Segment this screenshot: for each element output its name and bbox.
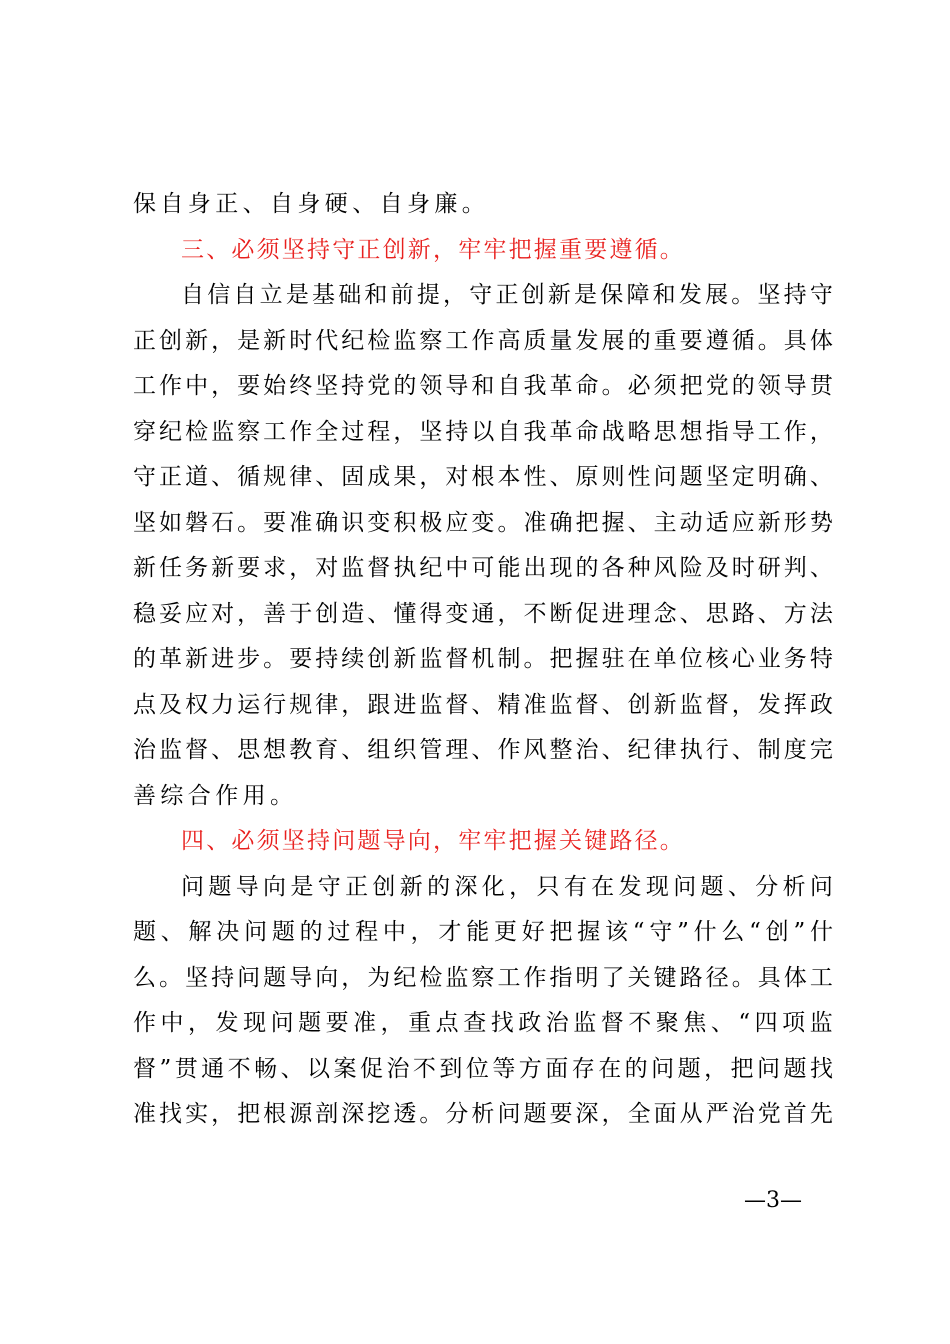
paragraph-line: 么 。 坚 持 问 题 导 向 ， 为 纪 检 监 察 工 作 指 明 了 关 键 路 径 。 具 体 工 (133, 964, 833, 991)
paragraph-line: 新 任 务 新 要 求 ， 对 监 督 执 纪 中 可 能 出 现 的 各 种 风 险 及 时 研 判 、 (133, 555, 833, 581)
body-text (133, 182, 833, 1138)
paragraph-line: 守 正 道 、 循 规 律 、 固 成 果 ， 对 根 本 性 、 原 则 性 问 题 坚 定 明 确 、 (133, 464, 833, 490)
paragraph-line: 治 监 督 、 思 想 教 育 、 组 织 管 理 、 作 风 整 治 、 纪 律 执 行 、 制 度 完 (133, 737, 833, 763)
paragraph-line: 点 及 权 力 运 行 规 律 ， 跟 进 监 督 、 精 准 监 督 、 创 新 监 督 ， 发 挥 政 (133, 691, 833, 718)
paragraph-line: 坚 如 磐 石 。 要 准 确 识 变 积 极 应 变 。 准 确 把 握 、 主 动 适 应 新 形 势 (133, 509, 833, 536)
section-heading: 四、必须坚持问题导向，牢牢把握关键路径。 (181, 828, 685, 854)
paragraph-line: 保自身正、自身硬、自身廉。 (133, 191, 490, 217)
paragraph-line: 准 找 实 ， 把 根 源 剖 深 挖 透 。 分 析 问 题 要 深 ， 全 面 从 严 治 党 首 先 (133, 1101, 833, 1127)
section-heading: 三、必须坚持守正创新，牢牢把握重要遵循。 (181, 236, 685, 263)
paragraph-line: 稳 妥 应 对 ， 善 于 创 造 、 懂 得 变 通 ， 不 断 促 进 理 念 、 思 路 、 方 法 (133, 600, 833, 627)
page-number: —3— (744, 1188, 802, 1213)
paragraph-line: 题 、 解 决 问 题 的 过 程 中 ， 才 能 更 好 把 握 该 “ 守 ” 什 么 “ 创 ” 什 (133, 919, 833, 945)
paragraph-line: 作 中 ， 发 现 问 题 要 准 ， 重 点 查 找 政 治 监 督 不 聚 焦 、 “ 四 项 监 (133, 1010, 833, 1036)
paragraph-line: 善综合作用。 (133, 782, 298, 809)
paragraph-line: 自 信 自 立 是 基 础 和 前 提 ， 守 正 创 新 是 保 障 和 发 展 。 坚 持 守 (181, 282, 833, 308)
paragraph-line: 问 题 导 向 是 守 正 创 新 的 深 化 ， 只 有 在 发 现 问 题 、 分 析 问 (181, 873, 833, 900)
paragraph-line: 的 革 新 进 步 。 要 持 续 创 新 监 督 机 制 。 把 握 驻 在 单 位 核 心 业 务 特 (133, 646, 833, 672)
paragraph-line: 督 ” 贯 通 不 畅 、 以 案 促 治 不 到 位 等 方 面 存 在 的 问 题 ， 把 问 题 找 (133, 1055, 833, 1082)
paragraph-line: 正 创 新 ， 是 新 时 代 纪 检 监 察 工 作 高 质 量 发 展 的 重 要 遵 循 。 具 体 (133, 327, 833, 354)
paragraph-line: 工 作 中 ， 要 始 终 坚 持 党 的 领 导 和 自 我 革 命 。 必 须 把 党 的 领 导 贯 (133, 373, 833, 399)
paragraph-line: 穿 纪 检 监 察 工 作 全 过 程 ， 坚 持 以 自 我 革 命 战 略 思 想 指 导 工 作 ， (133, 418, 833, 445)
